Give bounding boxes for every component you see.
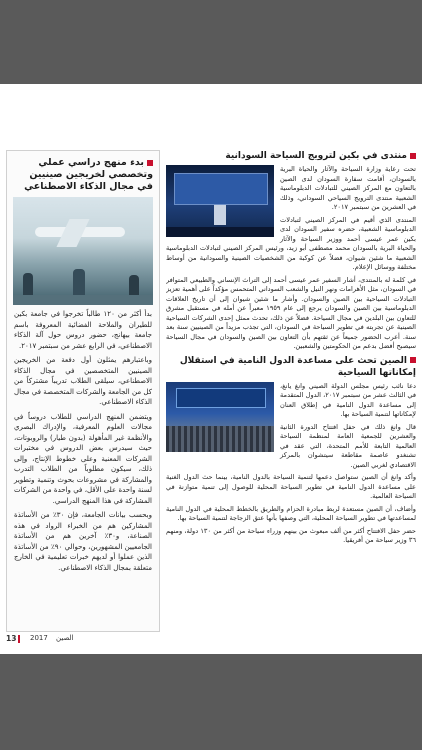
page-number: 13 [6, 634, 20, 643]
footer-magazine-name: الصين [56, 634, 74, 642]
article-paragraph: وأكد وانغ أن الصين ستواصل دعمها لتنمية السياحة بالدول النامية، بينما حث الدول الغنية على مساعدة الدول النامية في تطوير السياحة المحلية للوصول إلى تنمية متوازنة في السياحة العالمية. [166, 473, 416, 500]
red-bar-icon [18, 635, 20, 643]
red-square-icon [147, 160, 153, 166]
article-paragraph: قال وانغ ذلك في حفل افتتاح الدورة الثانية والعشرين للجمعية العامة لمنظمة السياحة العالمية التابعة للأمم المتحدة، التي عقد في تشنغدو عاصمة مقاطعة سيتشوان بالمركز الاقتصادي لغربي الصين. [280, 422, 416, 469]
sidebar-body [7, 309, 159, 573]
sidebar-box [6, 150, 160, 632]
article2-body [166, 382, 416, 549]
sidebar-paragraph: وبحسب بيانات الجامعة، فإن ٣٠٪ من الأساتذة المشاركين هم من الخبراء الرواد في هذه الصناعة، و٣٠٪ آخرين هم من الأساتذة الجامعيين المشهورين، وحوالي ٩٠٪ من الأساتذة الذين عملوا أو لديهم خبرات تعليمية في الخارج متعلقة بمجال الذكاء الاصطناعي. [14, 511, 153, 572]
article1-body [166, 165, 416, 355]
sidebar-paragraph: ويتضمن المنهج الدراسي للطلاب دروساً في مجالات العلوم المعرفية، والإدراك البصري والأنظمة غير المأهولة (بدون طيار) والروبوتات، حيث سيدرس بعض الدروس في مختبرات الشركات المعنية وعلى خطوط الإنتاج، وإلى ذلك، سيكون مطلوباً من الطلاب التدرب والمشاركة في مشروعات بحوث وتنمية وتطوير لسنة واحدة على الأقل، في واحدة من الشركات المشاركة في هذا المنهج الدراسي. [14, 412, 152, 505]
article-paragraph: المنتدى الذي أقيم في المركز الصيني لتبادلات الدبلوماسية الشعبية، حضره سفير السودان لدى بكين عمر عيسى أحمد ووزير السياحة والآثار والحياة البرية بالسودان محمد مصطفى أبو زيد، ورئيس المركز الصيني لتبادلات الدبلوماسية الشعبية ما شئين شيوان، فضلاً عن كوكبة من الشخصيات الصينية والسودانية من أوساط مختلفة ووسائل الإعلام. [166, 215, 416, 271]
page-footer [6, 634, 412, 646]
sidebar-paragraph: وباعتبارهم يمثلون أول دفعة من الخريجين الصينيين المتخصصين في مجال الذكاء الاصطناعي، سيلقى الطلاب تدريباً مشتركاً من كل من الجامعة والشركات المتخصصة في مجال الذكاء الاصطناعي. [14, 356, 152, 406]
footer-year: 2017 [30, 634, 48, 642]
magazine-page [0, 84, 422, 654]
article1-title: منتدى في بكين لترويج السياحة السودانية [166, 150, 416, 162]
article2-title: الصين تحث على مساعدة الدول النامية في استقلال إمكاناتها السياحية [179, 355, 416, 378]
article-paragraph: في كلمة له بالمنتدى، أشار السفير عمر عيسى أحمد إلى التراث الإنساني والطبيعي المتوافر في السودان، مثل الأهرامات ونهر النيل والشعب السوداني المتحمس مؤكداً على أهمية تعزيز التبادلات السياحية بين الصين والسودان. وأشار ما شئين شيوان إلى أن تاريخ العلاقات الدبلوماسية بين الصين والسودان يرجع إلى عام ١٩٥٩ معبراً عن أمله في مستقبل مشرق للتعاون بين البلدين في مجال السياحة. فضلاً عن ذلك، تحدث ممثل إحدى الشركات السياحية الصينية عن تجربته في تطوير السياحة في السودان، التي تجذب مزيداً من الصينيين سنة بعد سنة. أعرب الحضور جميعاً عن ثقتهم بأن التعاون بين الصين والسودان في مجال السياحة سيصبح أفضل بدعم من الحكومتين والشعبين. [166, 275, 416, 350]
sidebar-title: بدء منهج دراسي عملي وتخصصي لخريجين صينيين في مجال الذكاء الاصطناعي [24, 157, 153, 192]
article2-photo [166, 382, 274, 452]
sidebar-paragraph: بدأ أكثر من ١٢٠ طالباً تخرجوا في جامعة بكين للطيران والملاحة الفضائية المعروفة باسم جامعة بيهانج، حضور دروس حول آلة الذكاء الاصطناعي، في الرابع عشر من سبتمبر ٢٠١٧. [14, 310, 153, 350]
article1-photo [166, 165, 274, 237]
article-paragraph: تحت رعاية وزارة السياحة والآثار والحياة البرية بالسودان، أقامت سفارة السودان لدى الصين بالتعاون مع المركز الصيني للتبادلات الدبلوماسية الشعبية منتدى الترويج السياحي السوداني، وذلك في العشرين من سبتمبر ٢٠١٧. [280, 165, 416, 211]
red-square-icon [410, 153, 416, 159]
article-paragraph: حضر حفل الافتتاح أكثر من ألف مبعوث من بينهم وزراء سياحة من أكثر من ١٣٠ دولة، ومنهم ٣٦ وزير سياحة من أفريقيا. [166, 526, 416, 544]
article-paragraph: وأضاف، أن الصين مستعدة لربط مبادرة الحزام والطريق بالخطط المحلية في الدول النامية لمساعدتها في تطوير السياحة المحلية، التي وصفها بأنها عتق الزجاجة لتنمية السياحة بها. [166, 504, 416, 522]
red-square-icon [410, 357, 416, 363]
main-column [166, 150, 416, 630]
article-paragraph: دعا نائب رئيس مجلس الدولة الصيني وانغ يانغ، في الثالث عشر من سبتمبر ٢٠١٧، الدول المتقدمة إلى مساعدة الدول النامية في إطلاق العنان لإمكاناتها لتنمية السياحة بها. [280, 381, 416, 418]
sidebar-photo [13, 197, 153, 305]
